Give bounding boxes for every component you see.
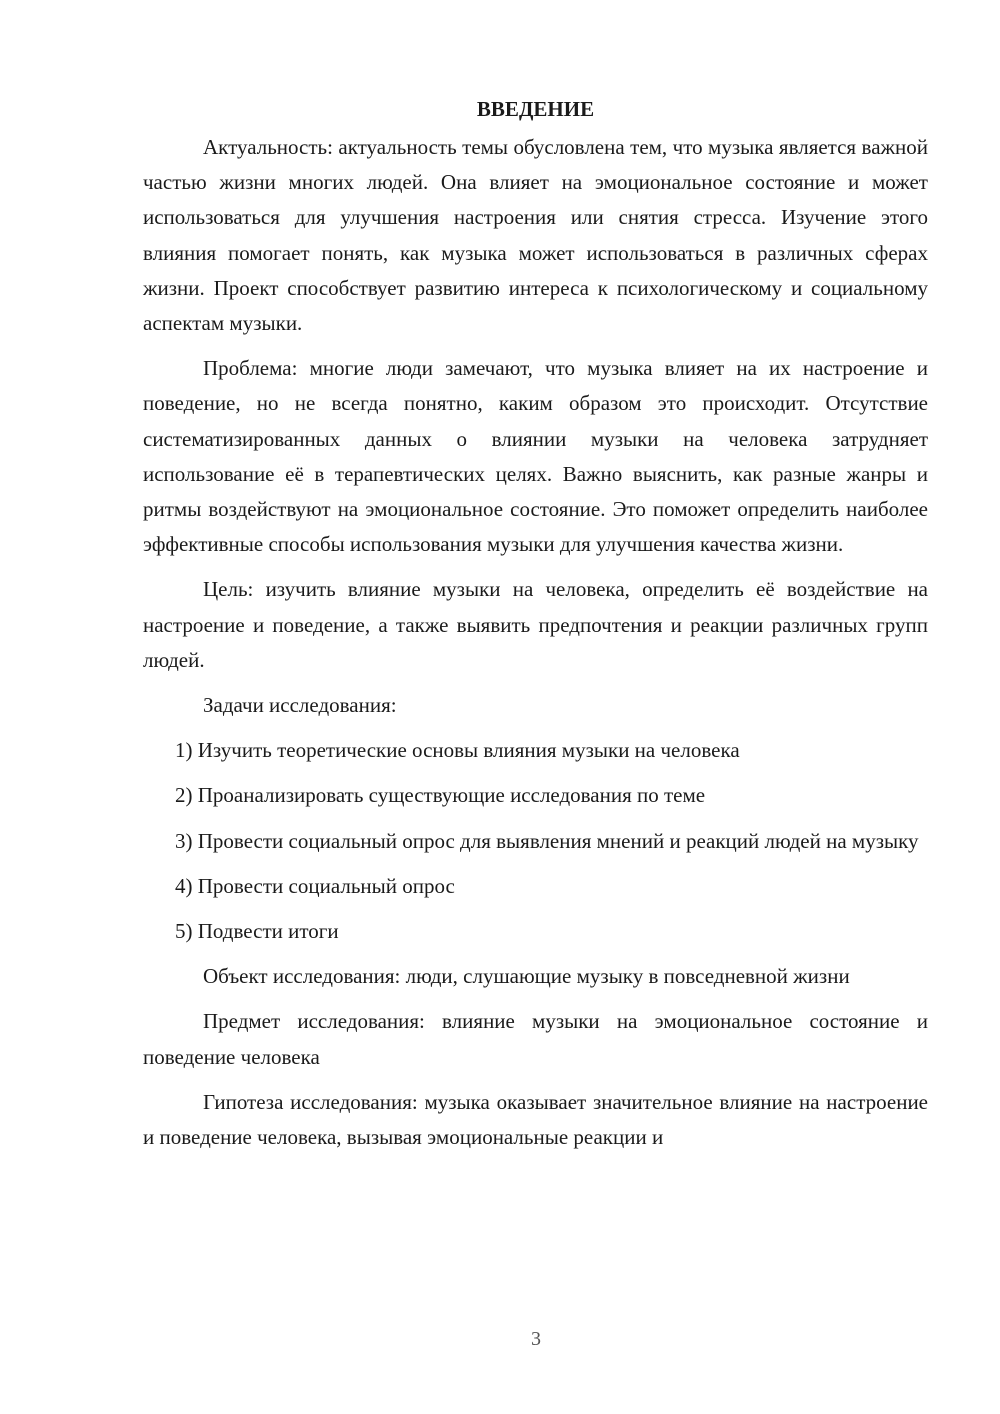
tasks-heading: Задачи исследования: xyxy=(203,693,397,718)
problem-paragraph: Проблема: многие люди замечают, что музыка влияет на их настроение и поведение, но не всегда понятно, каким образом это происходит. Отсутствие систематизированных данных о влиянии музыки на человека затрудняет использование её в терапевтических целях. Важно выяснить, как разные жанры и ритмы воздействуют на эмоциональное состояние. Это поможет определить наиболее эффективные способы использования музыки для улучшения качества жизни. xyxy=(143,356,928,557)
page-title: ВВЕДЕНИЕ xyxy=(476,97,595,121)
relevance-paragraph: Актуальность: актуальность темы обусловлена тем, что музыка является важной частью жизни многих людей. Она влияет на эмоциональное состояние и может использоваться для улучшения настроения или снятия стресса. Изучение этого влияния помогает понять, как музыка может использоваться в различных сферах жизни. Проект способствует развитию интереса к психологическому и социальному аспектам музыки. xyxy=(143,135,928,336)
task-item-4: 4) Провести социальный опрос xyxy=(175,873,455,898)
task-item-5: 5) Подвести итоги xyxy=(175,919,339,944)
page-number: 3 xyxy=(531,1328,541,1350)
object-paragraph: Объект исследования: люди, слушающие музыку в повседневной жизни xyxy=(203,964,850,989)
document-page xyxy=(143,92,928,1165)
hypothesis-paragraph: Гипотеза исследования: музыка оказывает значительное влияние на настроение и поведение человека, вызывая эмоциональные реакции и xyxy=(143,1089,928,1150)
goal-paragraph: Цель: изучить влияние музыки на человека, определить её воздействие на настроение и поведение, а также выявить предпочтения и реакции различных групп людей. xyxy=(143,577,928,672)
task-item-2: 2) Проанализировать существующие исследования по теме xyxy=(175,783,706,808)
task-item-1: 1) Изучить теоретические основы влияния музыки на человека xyxy=(175,738,740,763)
subject-paragraph: Предмет исследования: влияние музыки на эмоциональное состояние и поведение человека xyxy=(143,1009,928,1069)
task-item-3: 3) Провести социальный опрос для выявления мнений и реакций людей на музыку xyxy=(175,828,919,853)
